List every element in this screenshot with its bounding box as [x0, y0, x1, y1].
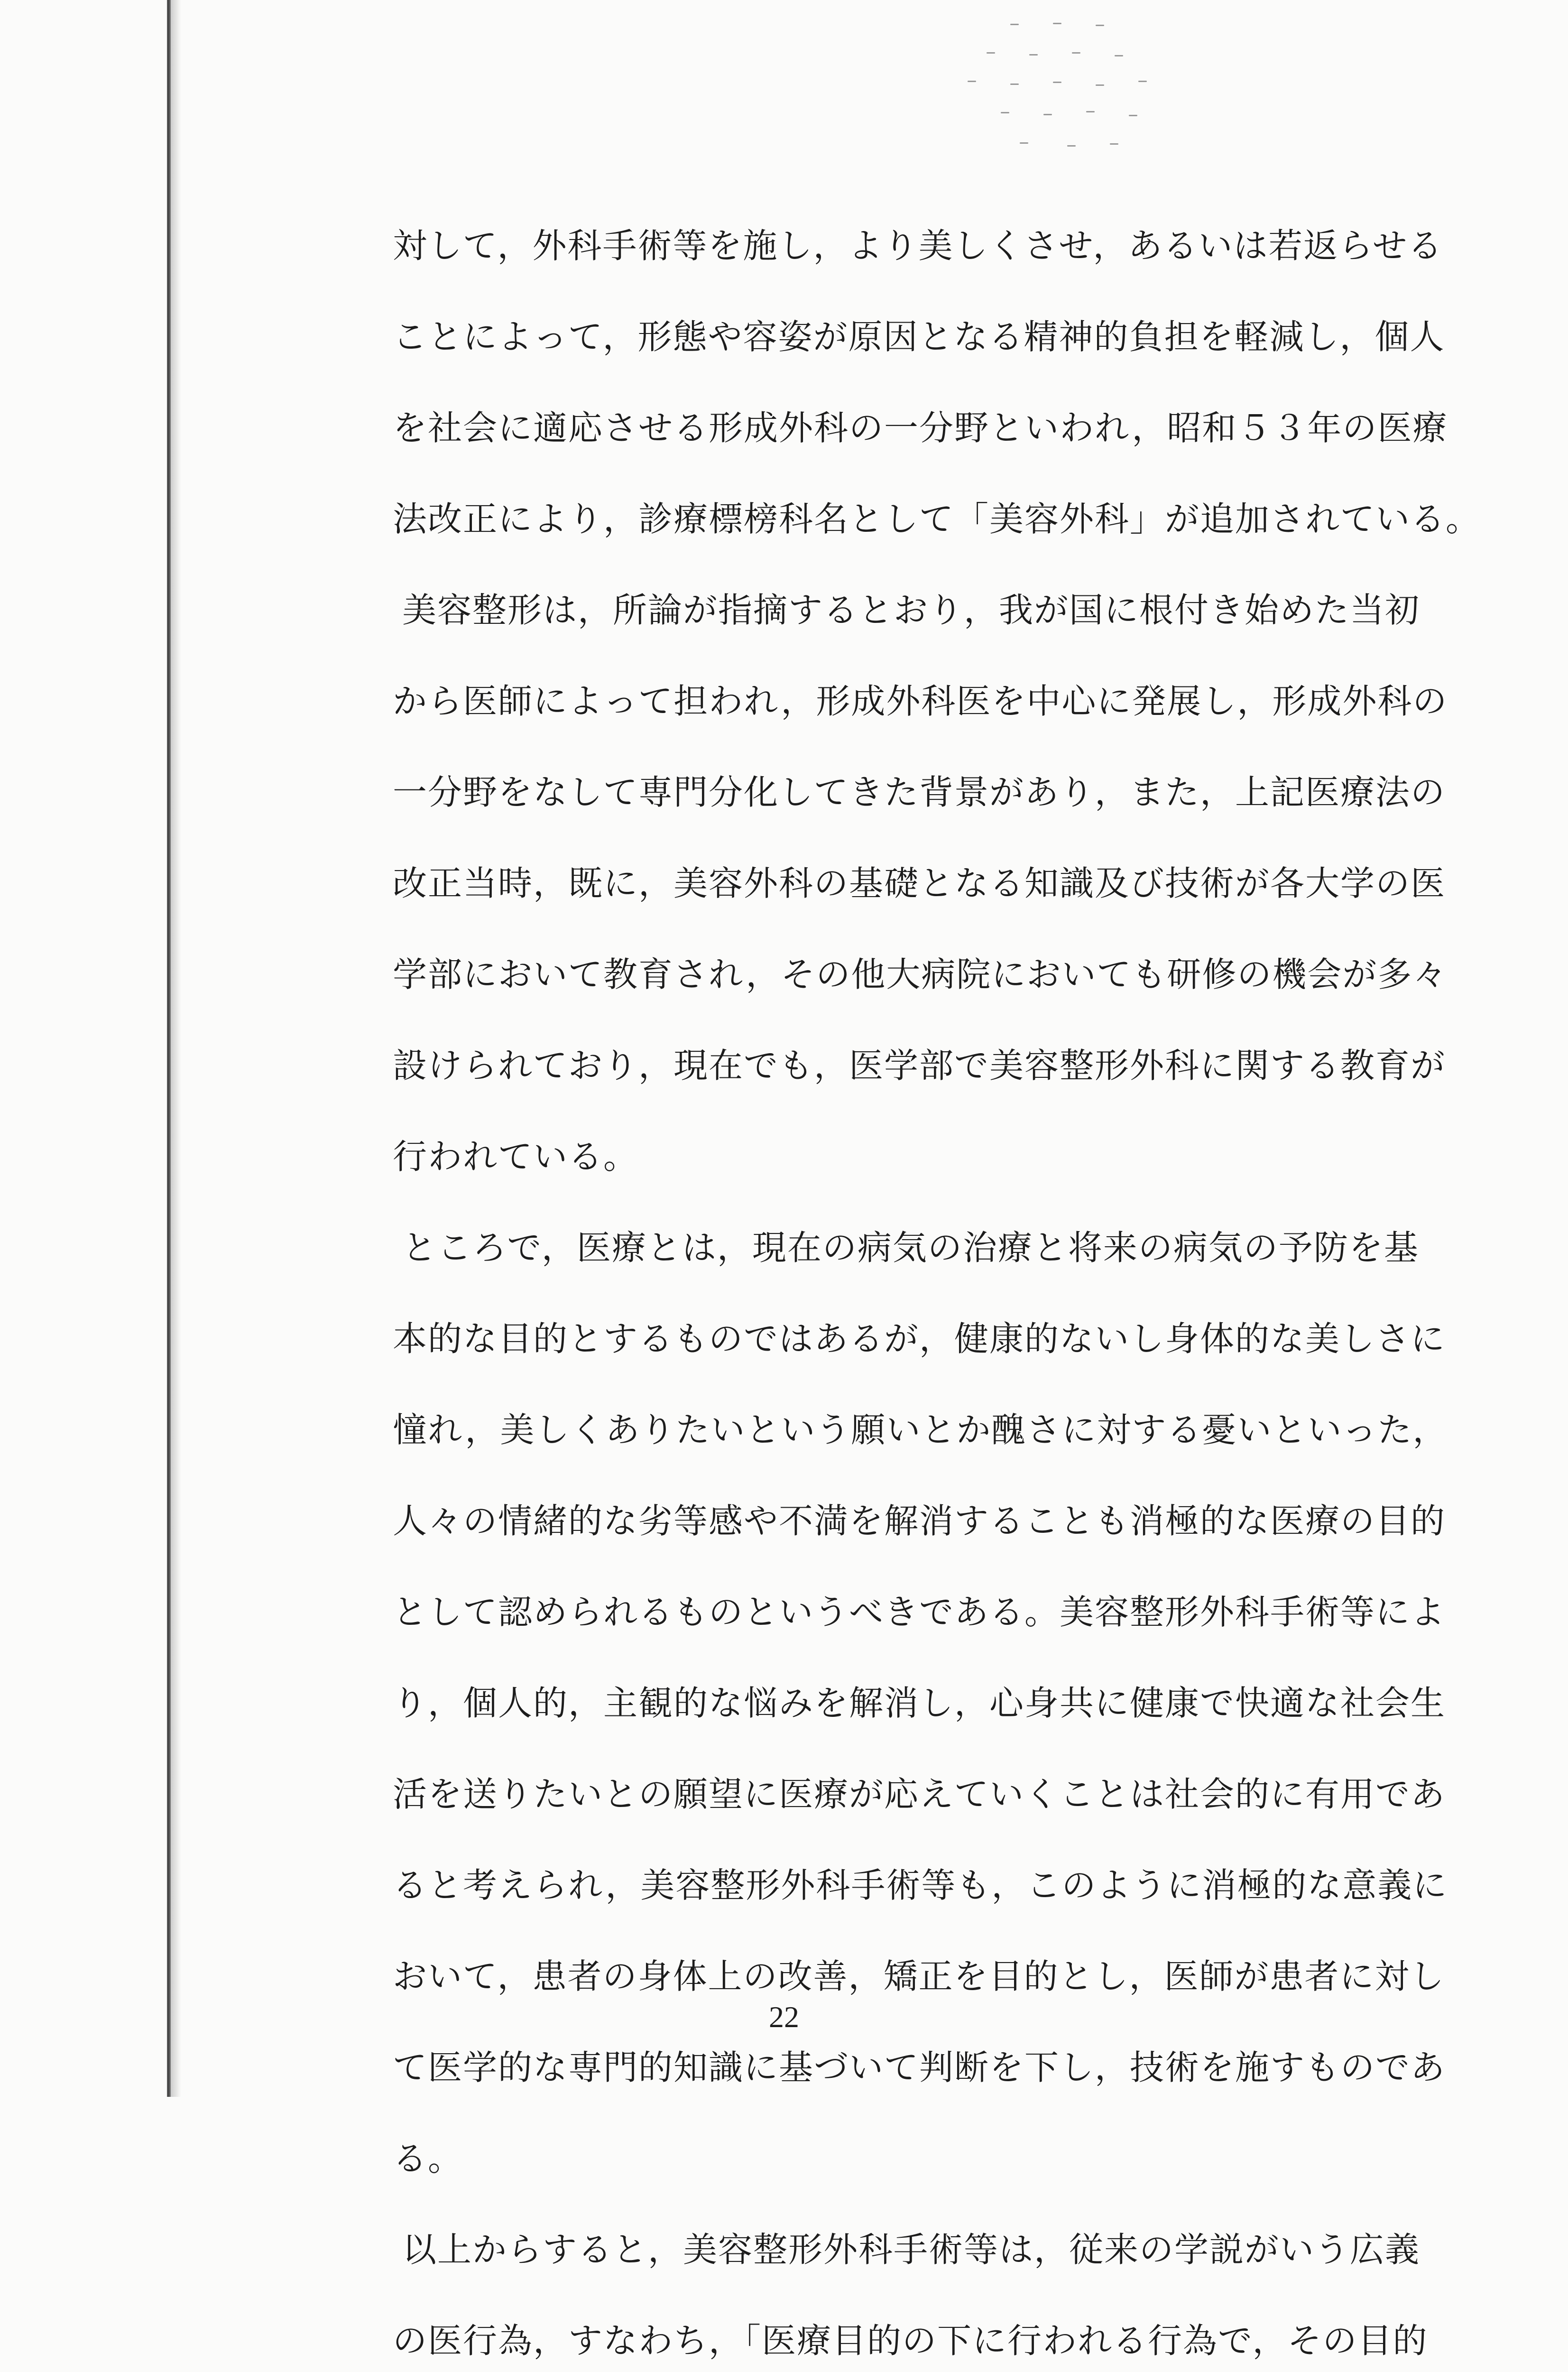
text-line: 人々の情緒的な劣等感や不満を解消することも消極的な医療の目的 [393, 1501, 1446, 1541]
binding-shadow [171, 0, 181, 2097]
text-line: ところで，医療とは，現在の病気の治療と将来の病気の予防を基 [402, 1228, 1419, 1268]
text-line: 一分野をなして専門分化してきた背景があり，また，上記医療法の [393, 772, 1446, 812]
body-text [393, 200, 1481, 2372]
text-line: 改正当時，既に，美容外科の基礎となる知識及び技術が各大学の医 [393, 863, 1446, 903]
text-line: 学部において教育され，その他大病院においても研修の機会が多々 [393, 954, 1448, 994]
text-line: の医行為，すなわち，「医療目的の下に行われる行為で，その目的 [393, 2321, 1428, 2361]
text-line: 憧れ，美しくありたいという願いとか醜さに対する憂いといった， [393, 1410, 1448, 1450]
text-line: 以上からすると，美容整形外科手術等は，従来の学説がいう広義 [402, 2230, 1420, 2270]
page-number: 22 [769, 2000, 799, 2034]
text-line: を社会に適応させる形成外科の一分野といわれ，昭和５３年の医療 [393, 408, 1448, 448]
text-line: おいて，患者の身体上の改善，矯正を目的とし，医師が患者に対し [393, 1956, 1445, 1996]
text-line: 本的な目的とするものではあるが，健康的ないし身体的な美しさに [393, 1319, 1446, 1359]
scan-speckles [958, 14, 1167, 166]
text-line: として認められるものというべきである。美容整形外科手術等によ [393, 1592, 1446, 1632]
text-line: 対して，外科手術等を施し，より美しくさせ，あるいは若返らせる [393, 226, 1443, 266]
binding-edge-line [167, 0, 171, 2097]
text-line: る。 [393, 2139, 463, 2178]
text-line: 行われている。 [393, 1137, 639, 1177]
text-line: から医師によって担われ，形成外科医を中心に発展し，形成外科の [393, 681, 1448, 721]
text-line: 活を送りたいとの願望に医療が応えていくことは社会的に有用であ [393, 1774, 1446, 1814]
text-line: り，個人的，主観的な悩みを解消し，心身共に健康で快適な社会生 [393, 1683, 1446, 1723]
text-line: ことによって，形態や容姿が原因となる精神的負担を軽減し，個人 [393, 317, 1445, 357]
text-line: ると考えられ，美容整形外科手術等も，このように消極的な意義に [393, 1865, 1448, 1905]
text-line: て医学的な専門的知識に基づいて判断を下し，技術を施すものであ [393, 2048, 1446, 2087]
text-line: 美容整形は，所論が指摘するとおり，我が国に根付き始めた当初 [402, 590, 1420, 630]
text-line: 法改正により，診療標榜科名として「美容外科」が追加されている。 [393, 499, 1481, 539]
text-line: 設けられており，現在でも，医学部で美容整形外科に関する教育が [393, 1046, 1446, 1085]
